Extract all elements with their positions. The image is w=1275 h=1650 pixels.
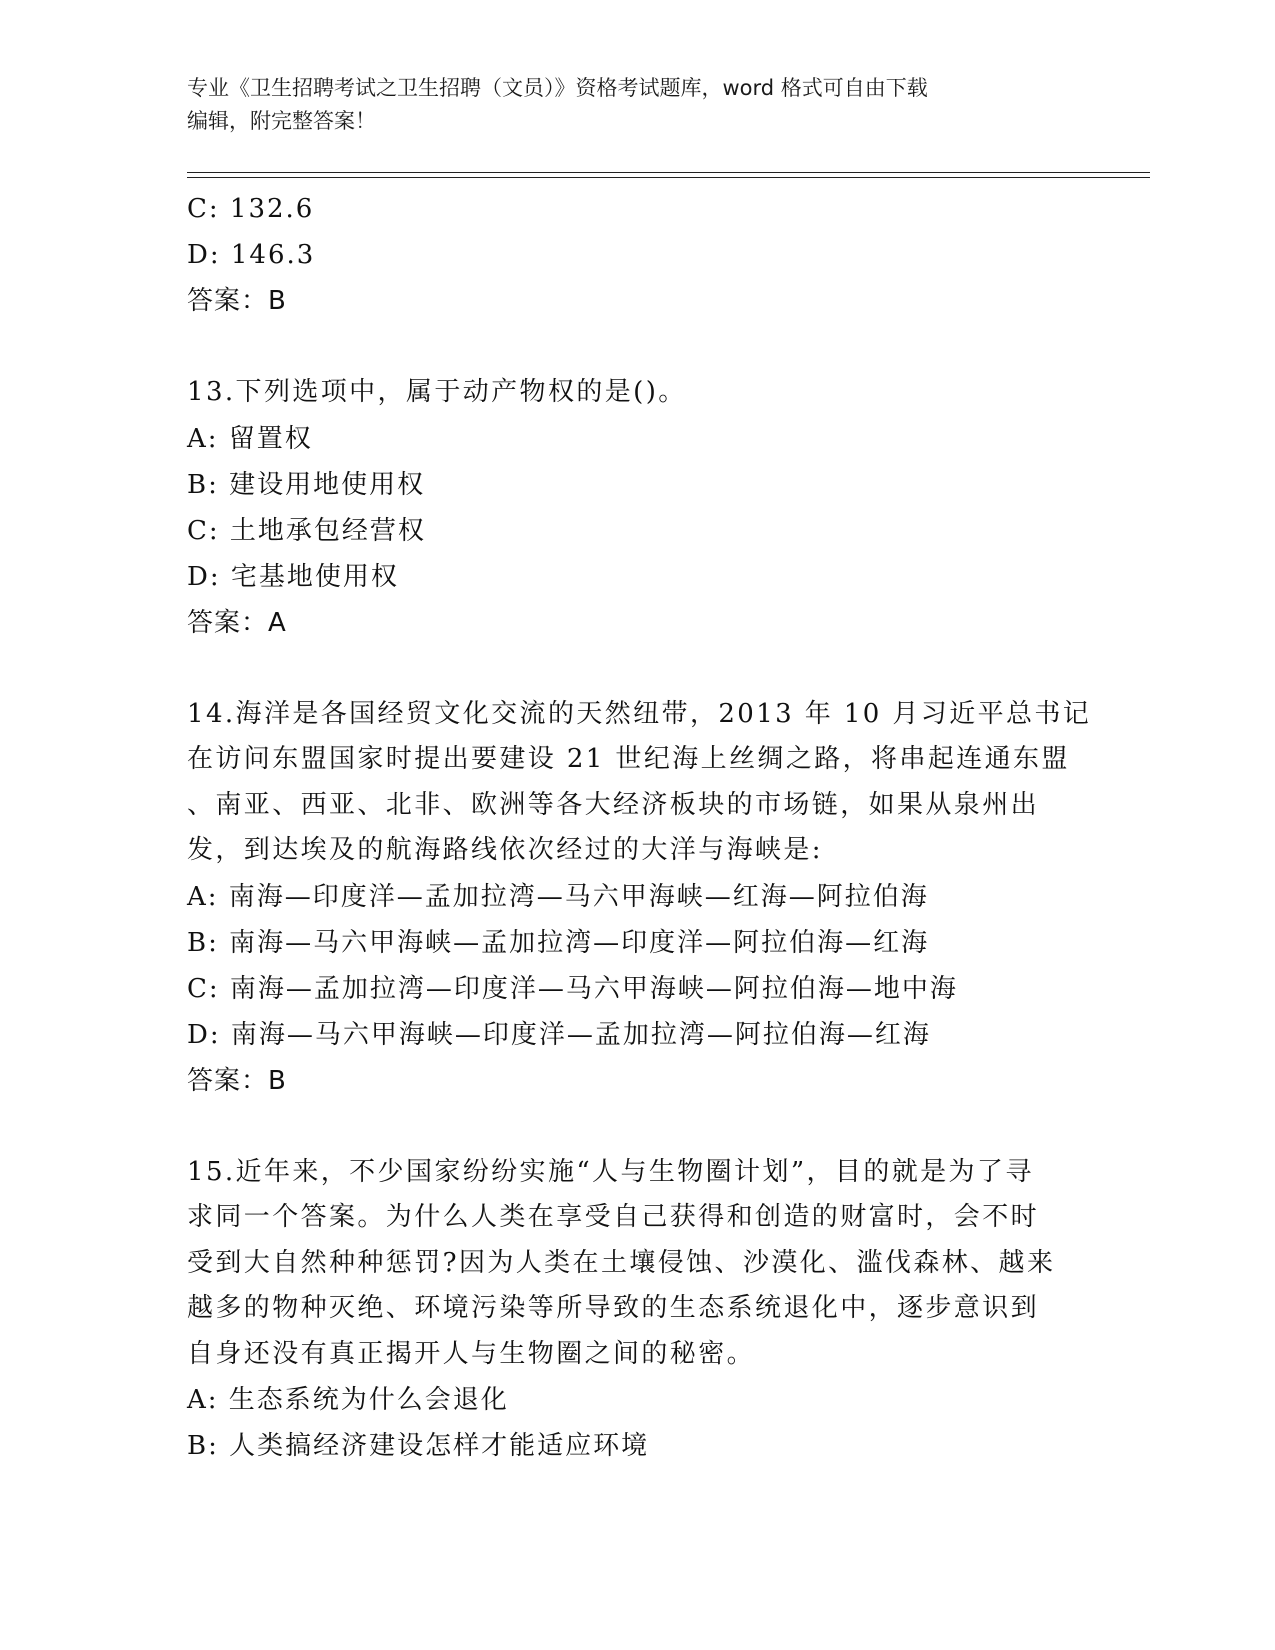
header-line-1: 专业《卫生招聘考试之卫生招聘（文员）》资格考试题库，word 格式可自由下载 (187, 76, 928, 100)
option-d: D: 146.3 (187, 240, 316, 270)
question-15 (187, 1150, 1087, 1470)
option-b: B: 人类搞经济建设怎样才能适应环境 (187, 1431, 650, 1461)
header-divider-bottom (187, 177, 1150, 178)
option-a: A: 南海—印度洋—孟加拉湾—马六甲海峡—红海—阿拉伯海 (187, 881, 929, 912)
spacer (187, 646, 1087, 692)
option-b: B: 建设用地使用权 (187, 469, 426, 500)
question-stem-line: 、南亚、西亚、北非、欧洲等各大经济板块的市场链，如果从泉州出 (187, 789, 1040, 820)
question-stem-line: 受到大自然种种惩罚?因为人类在土壤侵蚀、沙漠化、滥伐森林、越来 (187, 1247, 1056, 1278)
option-c: C: 土地承包经营权 (187, 515, 426, 546)
header-line-2: 编辑，附完整答案！ (187, 109, 376, 133)
answer-line: 答案：B (187, 286, 287, 316)
question-14 (187, 692, 1092, 1104)
question-stem-line: 越多的物种灭绝、环境污染等所导致的生态系统退化中，逐步意识到 (187, 1293, 1040, 1323)
question-stem: 13.下列选项中，属于动产物权的是()。 (187, 377, 687, 407)
spacer (187, 324, 1087, 370)
spacer (187, 1104, 1087, 1150)
header-divider-top (187, 172, 1150, 173)
question-stem-line: 14.海洋是各国经贸文化交流的天然纽带，2013 年 10 月习近平总书记 (187, 698, 1092, 729)
option-a: A: 留置权 (187, 423, 313, 454)
question-13 (187, 370, 1087, 646)
option-d: D: 南海—马六甲海峡—印度洋—孟加拉湾—阿拉伯海—红海 (187, 1019, 931, 1050)
question-stem-line: 15.近年来，不少国家纷纷实施“人与生物圈计划”，目的就是为了寻 (187, 1156, 1034, 1187)
prev-question-tail (187, 186, 1087, 324)
question-stem-line: 发，到达埃及的航海路线依次经过的大洋与海峡是: (187, 835, 823, 865)
option-b: B: 南海—马六甲海峡—孟加拉湾—印度洋—阿拉伯海—红海 (187, 927, 930, 958)
document-header (187, 72, 1067, 138)
option-c: C: 132.6 (187, 194, 315, 224)
question-stem-line: 在访问东盟国家时提出要建设 21 世纪海上丝绸之路，将串起连通东盟 (187, 744, 1070, 774)
answer-line: 答案：B (187, 1065, 287, 1096)
option-d: D: 宅基地使用权 (187, 561, 399, 592)
answer-line: 答案：A (187, 607, 287, 638)
option-c: C: 南海—孟加拉湾—印度洋—马六甲海峡—阿拉伯海—地中海 (187, 973, 958, 1004)
question-stem-line: 自身还没有真正揭开人与生物圈之间的秘密。 (187, 1338, 756, 1369)
question-list (187, 186, 1092, 1469)
option-a: A: 生态系统为什么会退化 (187, 1385, 509, 1415)
question-stem-line: 求同一个答案。为什么人类在享受自己获得和创造的财富时，会不时 (187, 1202, 1040, 1232)
